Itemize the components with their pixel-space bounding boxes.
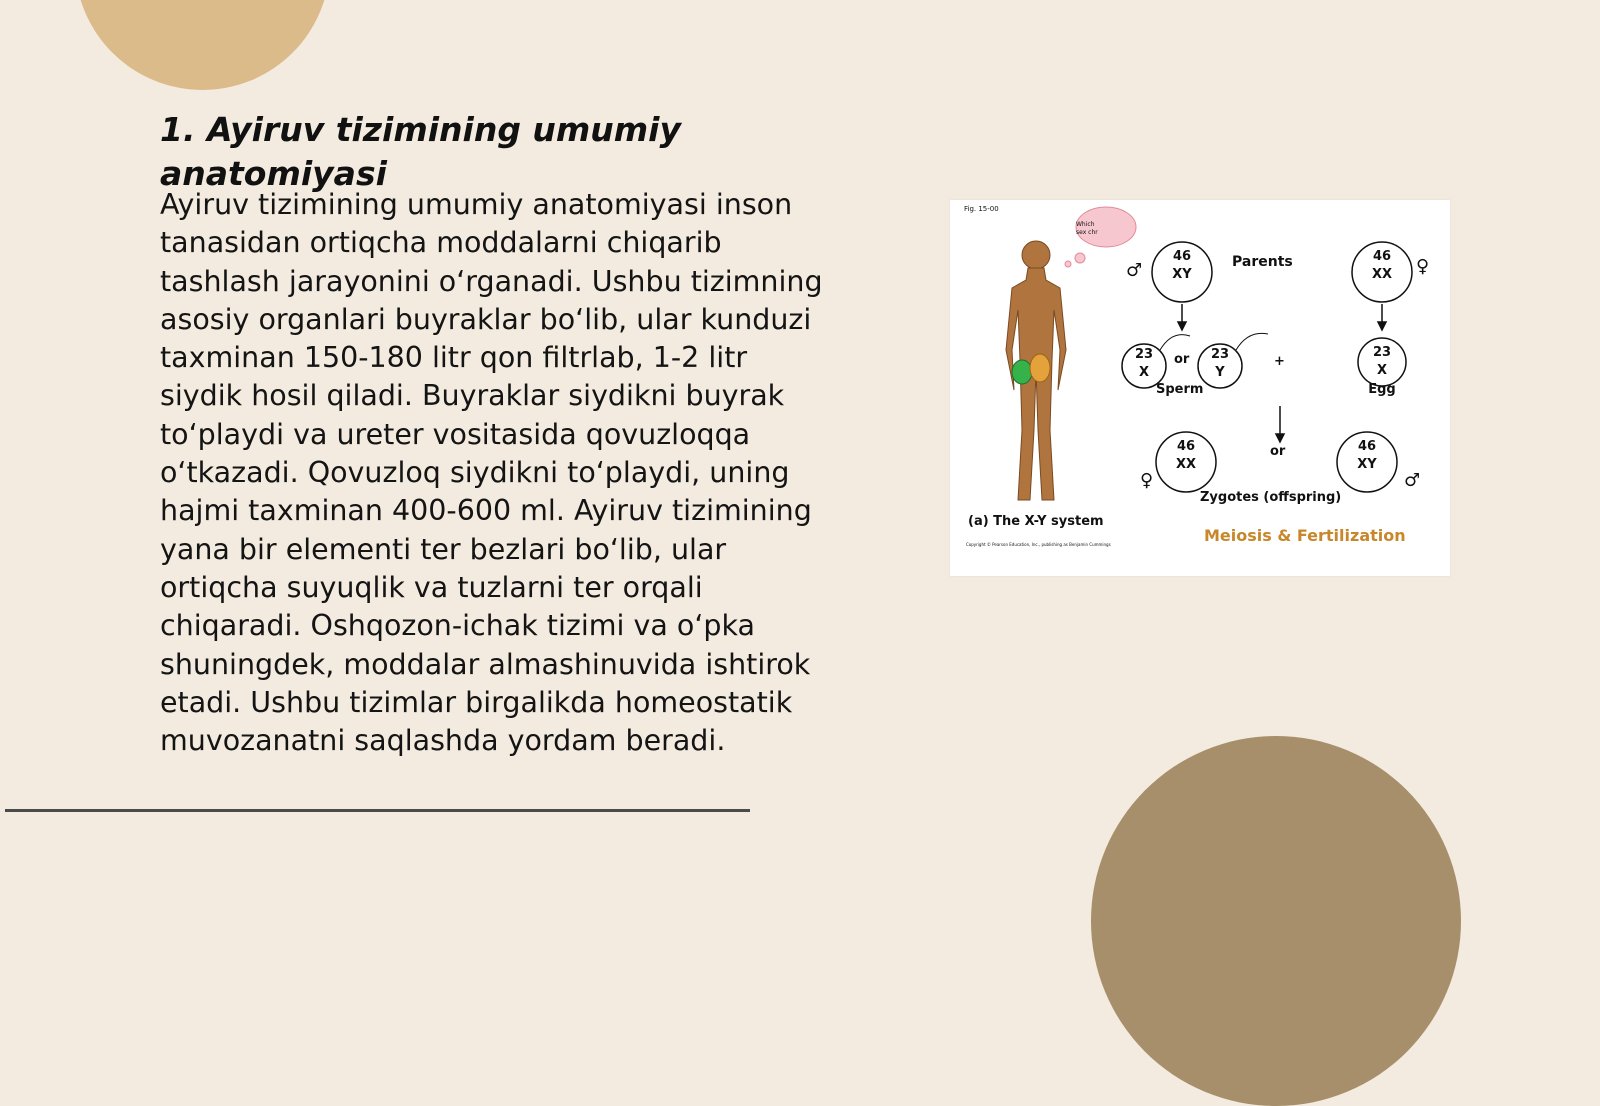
- sperm-x-count: 23: [1134, 347, 1154, 362]
- or-label-zygote: or: [1270, 444, 1286, 459]
- male-symbol-icon: ♂: [1126, 260, 1143, 281]
- meiosis-fertilization-figure: [950, 200, 1450, 576]
- egg-chromosome: X: [1376, 363, 1388, 378]
- female-symbol-icon: ♀: [1416, 256, 1430, 277]
- parents-label: Parents: [1232, 254, 1293, 270]
- zygote-female-chromosomes: XX: [1175, 457, 1197, 472]
- or-label-sperm: or: [1174, 352, 1190, 367]
- copyright-line: Copyright © Pearson Education, Inc., publishing as Benjamin Cummings: [966, 542, 1111, 547]
- decorative-circle-top: [75, 0, 330, 90]
- slide-body-text: Ayiruv tizimining umumiy anatomiyasi inson tanasidan ortiqcha moddalarni chiqarib tashlash jarayonini o‘rganadi. Ushbu tizimning asosiy organlari buyraklar bo‘lib, ular kunduzi taxminan 150-180 litr qon filtrlab, 1-2 litr siydik hosil qiladi. Buyraklar siydikni buyrak to‘playdi va ureter vositasida qovuzloqqa o‘tkazadi. Qovuzloq siydikni to‘playdi, uning hajmi taxminan 400-600 ml. Ayiruv tizimining yana bir elementi ter bezlari bo‘lib, ular ortiqcha suyuqlik va tuzlarni ter orqali chiqaradi. Oshqozon-ichak tizimi va o‘pka shuningdek, moddalar almashinuvida ishtirok etadi. Ushbu tizimlar birgalikda homeostatik muvozanatni saqlashda yordam beradi.: [160, 188, 823, 758]
- decorative-circle-bottom: [1091, 736, 1461, 1106]
- figure-caption: (a) The X-Y system: [968, 514, 1104, 529]
- mother-chromosomes: XX: [1371, 267, 1393, 282]
- mother-count: 46: [1372, 249, 1392, 264]
- sperm-tail-y: [1236, 333, 1268, 350]
- bubble-text-2: sex chr: [1076, 229, 1098, 236]
- female-symbol-icon-zygote: ♀: [1140, 470, 1154, 491]
- sperm-y-count: 23: [1210, 347, 1230, 362]
- sperm-label: Sperm: [1156, 382, 1204, 397]
- father-chromosomes: XY: [1172, 267, 1192, 282]
- egg-count: 23: [1372, 345, 1392, 360]
- sperm-tail-x: [1160, 335, 1190, 350]
- slide-title: 1. Ayiruv tizimining umumiy anatomiyasi: [160, 110, 682, 193]
- thought-dot-large: [1075, 253, 1085, 263]
- figure-ref-label: Fig. 15-00: [964, 205, 999, 213]
- sperm-x-chromosome: X: [1138, 365, 1150, 380]
- zygotes-label: Zygotes (offspring): [1200, 490, 1342, 505]
- sperm-y-chromosome: Y: [1215, 365, 1225, 380]
- plus-label: +: [1274, 354, 1285, 369]
- father-count: 46: [1172, 249, 1192, 264]
- divider-line: [5, 809, 750, 812]
- bubble-text: Which: [1076, 221, 1095, 228]
- zygote-male-count: 46: [1357, 439, 1377, 454]
- male-symbol-icon-zygote: ♂: [1404, 470, 1421, 491]
- thought-dot-small: [1065, 261, 1071, 267]
- egg-label: Egg: [1368, 382, 1396, 397]
- meiosis-banner: Meiosis & Fertilization: [1204, 526, 1406, 545]
- zygote-female-count: 46: [1176, 439, 1196, 454]
- zygote-male-chromosomes: XY: [1357, 457, 1377, 472]
